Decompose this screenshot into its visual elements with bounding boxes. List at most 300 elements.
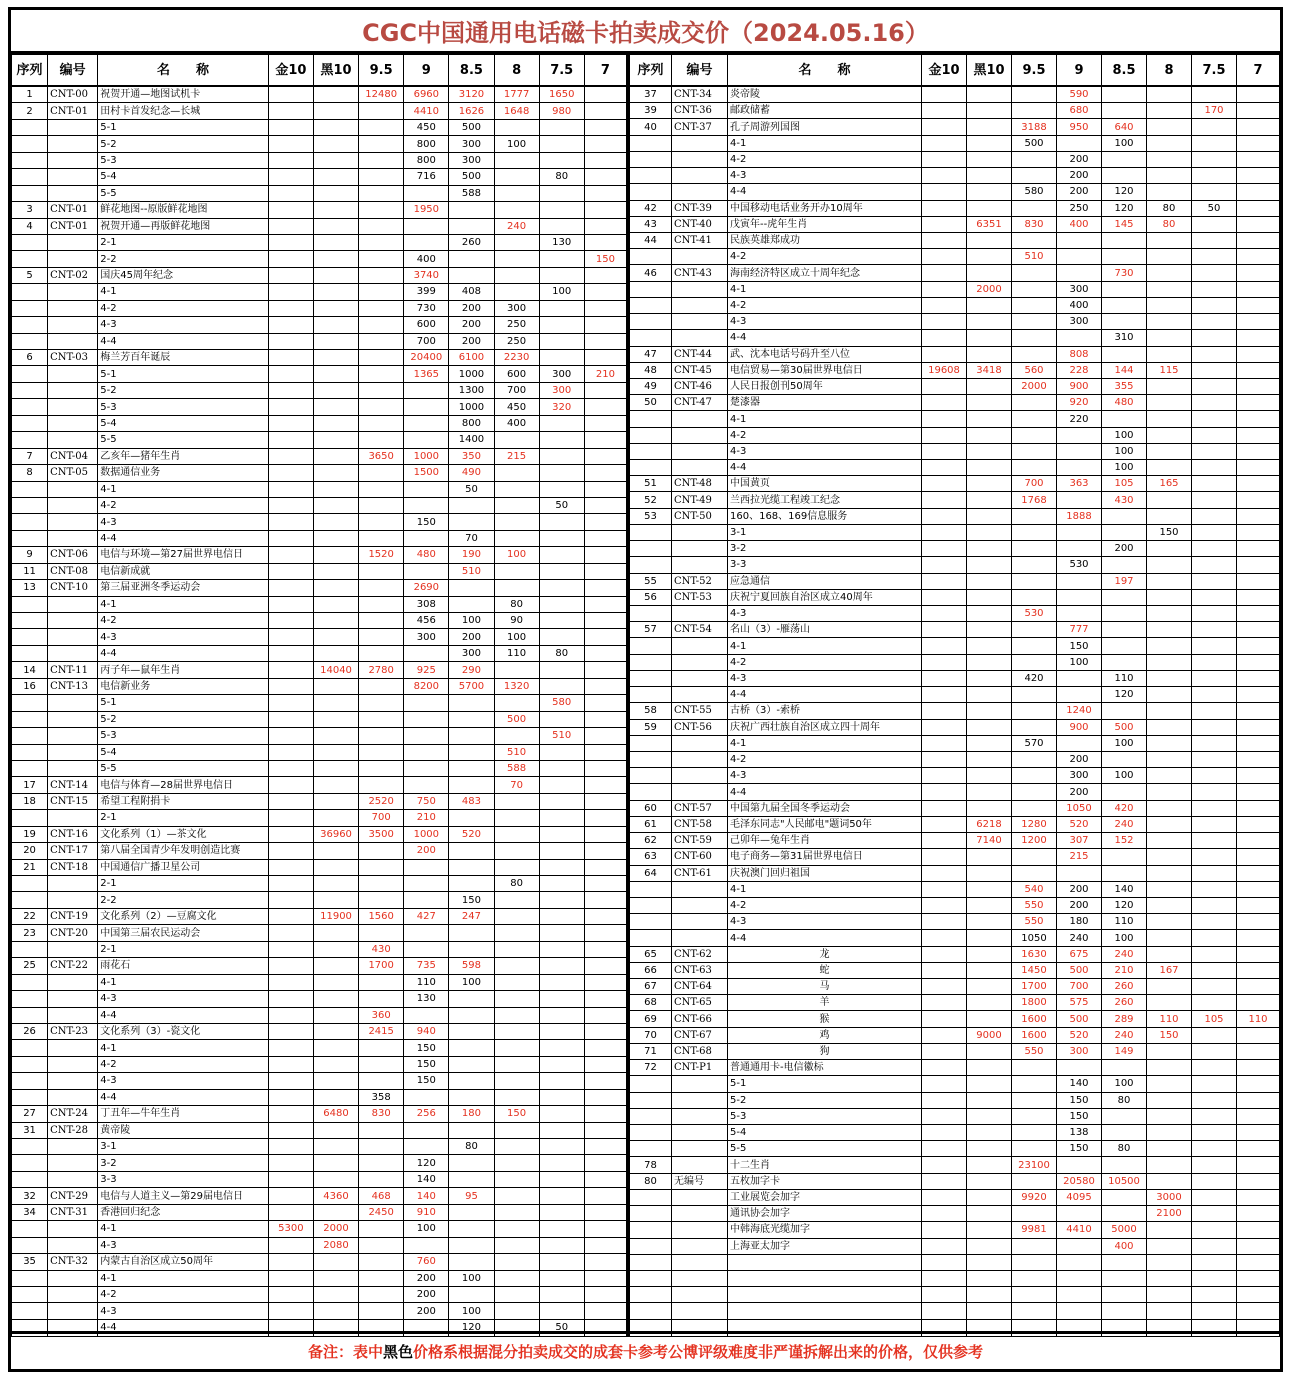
price-cell [1192, 395, 1237, 411]
name-cell: 160、168、169信息服务 [728, 508, 922, 524]
code-cell: CNT-01 [48, 202, 98, 218]
table-row [12, 465, 628, 481]
price-cell [494, 843, 539, 859]
price-cell [268, 1171, 313, 1187]
serial-cell [630, 1076, 672, 1092]
price-cell: 240 [494, 218, 539, 234]
code-cell [672, 184, 728, 200]
serial-cell [630, 427, 672, 443]
price-cell [1237, 492, 1280, 508]
table-row [12, 908, 628, 924]
price-cell: 900 [1057, 378, 1102, 394]
price-cell: 530 [1012, 606, 1057, 622]
price-cell [584, 580, 627, 596]
price-cell: 19608 [922, 362, 967, 378]
price-cell: 110 [1237, 1011, 1280, 1027]
price-cell: 940 [404, 1023, 449, 1039]
price-cell [584, 1106, 627, 1122]
price-cell: 950 [1057, 119, 1102, 135]
code-cell [48, 613, 98, 629]
serial-cell: 47 [630, 346, 672, 362]
price-cell: 735 [404, 958, 449, 974]
price-cell [967, 946, 1012, 962]
price-cell [449, 1056, 494, 1072]
price-cell [967, 622, 1012, 638]
serial-cell: 51 [630, 476, 672, 492]
price-cell [967, 346, 1012, 362]
price-cell [967, 86, 1012, 103]
serial-cell [12, 991, 48, 1007]
price-cell [539, 580, 584, 596]
price-cell [1102, 232, 1147, 248]
table-row [630, 1254, 1280, 1270]
price-cell [1102, 151, 1147, 167]
column-header: 8.5 [1102, 55, 1147, 87]
price-cell [584, 925, 627, 941]
table-row [630, 573, 1280, 589]
price-cell [1012, 557, 1057, 573]
price-cell [313, 119, 358, 135]
table-row [12, 695, 628, 711]
price-cell [922, 1043, 967, 1059]
price-cell [494, 958, 539, 974]
price-cell [539, 974, 584, 990]
price-cell [922, 1222, 967, 1238]
price-cell: 120 [1102, 897, 1147, 913]
price-cell: 300 [494, 300, 539, 316]
price-cell: 200 [404, 1270, 449, 1286]
table-row [12, 629, 628, 645]
serial-cell [12, 284, 48, 300]
price-cell [1012, 1287, 1057, 1303]
name-cell: 4-2 [98, 300, 269, 316]
serial-cell [630, 930, 672, 946]
price-cell [1237, 1027, 1280, 1043]
name-cell: 文化系列（1）—茶文化 [98, 826, 269, 842]
price-cell [1012, 865, 1057, 881]
price-cell [539, 251, 584, 267]
price-cell: 468 [359, 1188, 404, 1204]
price-cell: 500 [1012, 135, 1057, 151]
price-cell [268, 432, 313, 448]
price-cell [359, 382, 404, 398]
price-cell [1147, 768, 1192, 784]
code-cell [672, 1238, 728, 1254]
name-cell [728, 1254, 922, 1270]
serial-cell: 64 [630, 865, 672, 881]
price-cell [1192, 638, 1237, 654]
serial-cell: 56 [630, 589, 672, 605]
price-cell [1147, 751, 1192, 767]
serial-cell [12, 366, 48, 382]
serial-cell: 67 [630, 979, 672, 995]
price-cell [313, 234, 358, 250]
price-cell [1147, 1287, 1192, 1303]
price-cell: 6960 [404, 86, 449, 103]
table-row [12, 793, 628, 809]
price-cell [922, 411, 967, 427]
serial-cell [12, 613, 48, 629]
price-cell: 400 [1057, 297, 1102, 313]
code-cell [672, 914, 728, 930]
name-cell: 3-1 [728, 524, 922, 540]
name-cell: 狗 [728, 1043, 922, 1059]
price-cell [922, 508, 967, 524]
price-cell [268, 629, 313, 645]
price-cell [539, 481, 584, 497]
price-cell [539, 1040, 584, 1056]
price-cell: 830 [359, 1106, 404, 1122]
price-cell [584, 1139, 627, 1155]
price-cell [967, 297, 1012, 313]
price-cell: 200 [1057, 151, 1102, 167]
price-cell [1147, 1125, 1192, 1141]
price-cell [313, 941, 358, 957]
code-cell: CNT-31 [48, 1204, 98, 1220]
code-cell: CNT-58 [672, 816, 728, 832]
price-cell [1012, 443, 1057, 459]
price-cell [1192, 914, 1237, 930]
price-cell [1147, 135, 1192, 151]
name-cell: 己卯年—兔年生肖 [728, 833, 922, 849]
name-cell: 海南经济特区成立十周年纪念 [728, 265, 922, 281]
price-cell [1237, 184, 1280, 200]
price-cell [1192, 1076, 1237, 1092]
price-cell [1237, 654, 1280, 670]
table-row [12, 892, 628, 908]
price-cell: 150 [404, 1040, 449, 1056]
name-cell: 5-2 [98, 136, 269, 152]
price-cell: 580 [1012, 184, 1057, 200]
price-cell [1192, 654, 1237, 670]
price-cell [1192, 524, 1237, 540]
price-cell [494, 1188, 539, 1204]
price-cell [1057, 541, 1102, 557]
price-cell [1147, 265, 1192, 281]
price-cell: 150 [494, 1106, 539, 1122]
price-cell: 4410 [1057, 1222, 1102, 1238]
name-cell: 4-2 [98, 1286, 269, 1302]
price-cell [449, 991, 494, 1007]
name-cell: 祝贺开通—再版鲜花地图 [98, 218, 269, 234]
price-cell: 260 [449, 234, 494, 250]
code-cell [48, 744, 98, 760]
price-cell: 1500 [404, 465, 449, 481]
name-cell: 猴 [728, 1011, 922, 1027]
price-cell [1147, 346, 1192, 362]
serial-cell: 61 [630, 816, 672, 832]
name-cell: 4-3 [728, 443, 922, 459]
table-row [630, 768, 1280, 784]
price-cell: 197 [1102, 573, 1147, 589]
price-cell: 3418 [967, 362, 1012, 378]
table-row [12, 251, 628, 267]
price-cell: 1000 [404, 448, 449, 464]
price-cell: 420 [1102, 800, 1147, 816]
price-cell: 90 [494, 613, 539, 629]
price-cell: 70 [449, 530, 494, 546]
price-cell: 150 [1147, 524, 1192, 540]
price-cell [494, 859, 539, 875]
serial-cell [630, 914, 672, 930]
price-cell: 600 [494, 366, 539, 382]
price-cell [1192, 1238, 1237, 1254]
price-cell [359, 399, 404, 415]
price-cell [449, 267, 494, 283]
price-cell: 2690 [404, 580, 449, 596]
price-cell [1237, 589, 1280, 605]
table-row [12, 366, 628, 382]
price-cell [584, 1254, 627, 1270]
price-cell [1192, 735, 1237, 751]
code-cell [672, 1206, 728, 1222]
price-cell [494, 432, 539, 448]
price-cell [1057, 573, 1102, 589]
name-cell: 4-3 [98, 1073, 269, 1089]
price-cell [313, 974, 358, 990]
price-cell [539, 415, 584, 431]
price-cell: 4360 [313, 1188, 358, 1204]
price-cell [1012, 1238, 1057, 1254]
price-cell [359, 103, 404, 119]
price-cell [268, 103, 313, 119]
table-row [630, 833, 1280, 849]
price-cell [1237, 670, 1280, 686]
code-cell: CNT-68 [672, 1043, 728, 1059]
serial-cell: 65 [630, 946, 672, 962]
price-cell [1147, 557, 1192, 573]
price-cell [1057, 670, 1102, 686]
price-cell [1147, 492, 1192, 508]
price-cell [313, 284, 358, 300]
code-cell: CNT-17 [48, 843, 98, 859]
price-cell [1192, 1141, 1237, 1157]
price-cell [539, 333, 584, 349]
price-cell [922, 216, 967, 232]
price-cell [1102, 865, 1147, 881]
table-row [630, 849, 1280, 865]
price-cell [922, 346, 967, 362]
price-cell [313, 415, 358, 431]
code-cell: CNT-67 [672, 1027, 728, 1043]
price-cell: 408 [449, 284, 494, 300]
price-cell [313, 810, 358, 826]
price-cell [1147, 833, 1192, 849]
serial-cell [12, 892, 48, 908]
price-cell [1057, 1206, 1102, 1222]
price-cell [539, 1007, 584, 1023]
price-cell [584, 777, 627, 793]
price-cell [404, 1139, 449, 1155]
price-cell [313, 991, 358, 1007]
price-cell [1012, 589, 1057, 605]
serial-cell [630, 606, 672, 622]
code-cell [672, 687, 728, 703]
name-cell: 龙 [728, 946, 922, 962]
price-cell [1147, 411, 1192, 427]
price-cell [1057, 135, 1102, 151]
price-cell [268, 991, 313, 1007]
price-cell [922, 622, 967, 638]
price-cell [494, 580, 539, 596]
name-cell: 4-3 [728, 314, 922, 330]
serial-cell: 68 [630, 995, 672, 1011]
price-cell [404, 530, 449, 546]
price-cell [1057, 1157, 1102, 1173]
price-cell [494, 892, 539, 908]
price-cell [922, 314, 967, 330]
name-cell: 5-1 [728, 1076, 922, 1092]
price-cell [1147, 232, 1192, 248]
table-row [630, 168, 1280, 184]
price-cell [494, 1155, 539, 1171]
price-cell: 510 [494, 744, 539, 760]
price-cell [584, 1089, 627, 1105]
price-cell: 3740 [404, 267, 449, 283]
price-cell [1012, 1206, 1057, 1222]
price-cell [1237, 200, 1280, 216]
price-cell [268, 136, 313, 152]
name-cell: 马 [728, 979, 922, 995]
serial-cell [12, 1040, 48, 1056]
price-cell: 200 [404, 843, 449, 859]
name-cell: 4-4 [728, 687, 922, 703]
price-cell [313, 760, 358, 776]
price-cell [449, 1286, 494, 1302]
price-cell [967, 395, 1012, 411]
price-cell [359, 119, 404, 135]
table-row [12, 958, 628, 974]
serial-cell: 55 [630, 573, 672, 589]
code-cell: CNT-40 [672, 216, 728, 232]
price-cell: 100 [449, 613, 494, 629]
price-cell [404, 497, 449, 513]
code-cell [672, 881, 728, 897]
price-cell [313, 1171, 358, 1187]
name-cell: 4-1 [728, 881, 922, 897]
name-cell: 中国通信广播卫星公司 [98, 859, 269, 875]
price-cell: 1280 [1012, 816, 1057, 832]
table-row [630, 784, 1280, 800]
price-cell: 200 [449, 300, 494, 316]
price-cell [922, 638, 967, 654]
price-cell [967, 378, 1012, 394]
name-cell [728, 1270, 922, 1286]
price-cell [1012, 638, 1057, 654]
price-cell: 750 [404, 793, 449, 809]
price-cell: 3188 [1012, 119, 1057, 135]
price-cell: 1626 [449, 103, 494, 119]
table-row [12, 662, 628, 678]
name-cell: 邮政储蓄 [728, 103, 922, 119]
price-cell [1147, 719, 1192, 735]
table-row [12, 497, 628, 513]
table-row [630, 914, 1280, 930]
price-cell [1012, 800, 1057, 816]
code-cell [672, 443, 728, 459]
name-cell: 4-4 [728, 330, 922, 346]
price-cell [1237, 443, 1280, 459]
name-cell: 希望工程附捐卡 [98, 793, 269, 809]
code-cell [48, 991, 98, 1007]
code-cell [48, 876, 98, 892]
code-cell [48, 251, 98, 267]
code-cell [672, 751, 728, 767]
price-cell [268, 481, 313, 497]
name-cell: 通讯协会加字 [728, 1206, 922, 1222]
price-cell: 200 [449, 317, 494, 333]
name-cell: 庆祝广西壮族自治区成立四十周年 [728, 719, 922, 735]
price-cell [1147, 622, 1192, 638]
price-cell: 140 [404, 1171, 449, 1187]
price-cell [1147, 1157, 1192, 1173]
name-cell: 4-1 [728, 411, 922, 427]
price-cell [268, 448, 313, 464]
name-cell: 5-4 [728, 1125, 922, 1141]
serial-cell: 43 [630, 216, 672, 232]
price-cell [584, 1171, 627, 1187]
price-cell [539, 810, 584, 826]
serial-cell: 5 [12, 267, 48, 283]
price-cell [584, 267, 627, 283]
price-cell [922, 1125, 967, 1141]
price-cell: 480 [404, 547, 449, 563]
price-cell [1012, 411, 1057, 427]
price-cell [268, 234, 313, 250]
serial-cell [12, 1171, 48, 1187]
price-cell: 500 [1102, 719, 1147, 735]
price-cell [539, 1155, 584, 1171]
price-cell [359, 728, 404, 744]
price-cell [967, 849, 1012, 865]
price-cell: 6100 [449, 350, 494, 366]
table-row [630, 346, 1280, 362]
price-cell [1192, 443, 1237, 459]
name-cell: 5-5 [98, 432, 269, 448]
price-cell [1147, 184, 1192, 200]
table-row [630, 427, 1280, 443]
price-cell [1102, 1060, 1147, 1076]
table-row [630, 265, 1280, 281]
price-cell: 12480 [359, 86, 404, 103]
price-cell [967, 687, 1012, 703]
price-cell [268, 1089, 313, 1105]
name-cell: 楚漆器 [728, 395, 922, 411]
price-cell [1192, 995, 1237, 1011]
price-cell: 200 [1057, 168, 1102, 184]
name-cell: 5-5 [98, 760, 269, 776]
price-cell [1192, 281, 1237, 297]
price-cell [584, 1155, 627, 1171]
table-row [12, 580, 628, 596]
name-cell: 5-3 [98, 728, 269, 744]
price-cell [584, 892, 627, 908]
code-cell: 无编号 [672, 1173, 728, 1189]
price-cell [967, 589, 1012, 605]
code-cell [672, 768, 728, 784]
price-cell [1012, 395, 1057, 411]
price-cell [359, 1139, 404, 1155]
price-cell: 700 [404, 333, 449, 349]
price-cell: 210 [584, 366, 627, 382]
table-row [630, 200, 1280, 216]
price-cell [359, 152, 404, 168]
price-cell [1102, 849, 1147, 865]
price-cell [1192, 881, 1237, 897]
price-cell [1237, 1222, 1280, 1238]
serial-cell: 34 [12, 1204, 48, 1220]
price-cell [584, 218, 627, 234]
